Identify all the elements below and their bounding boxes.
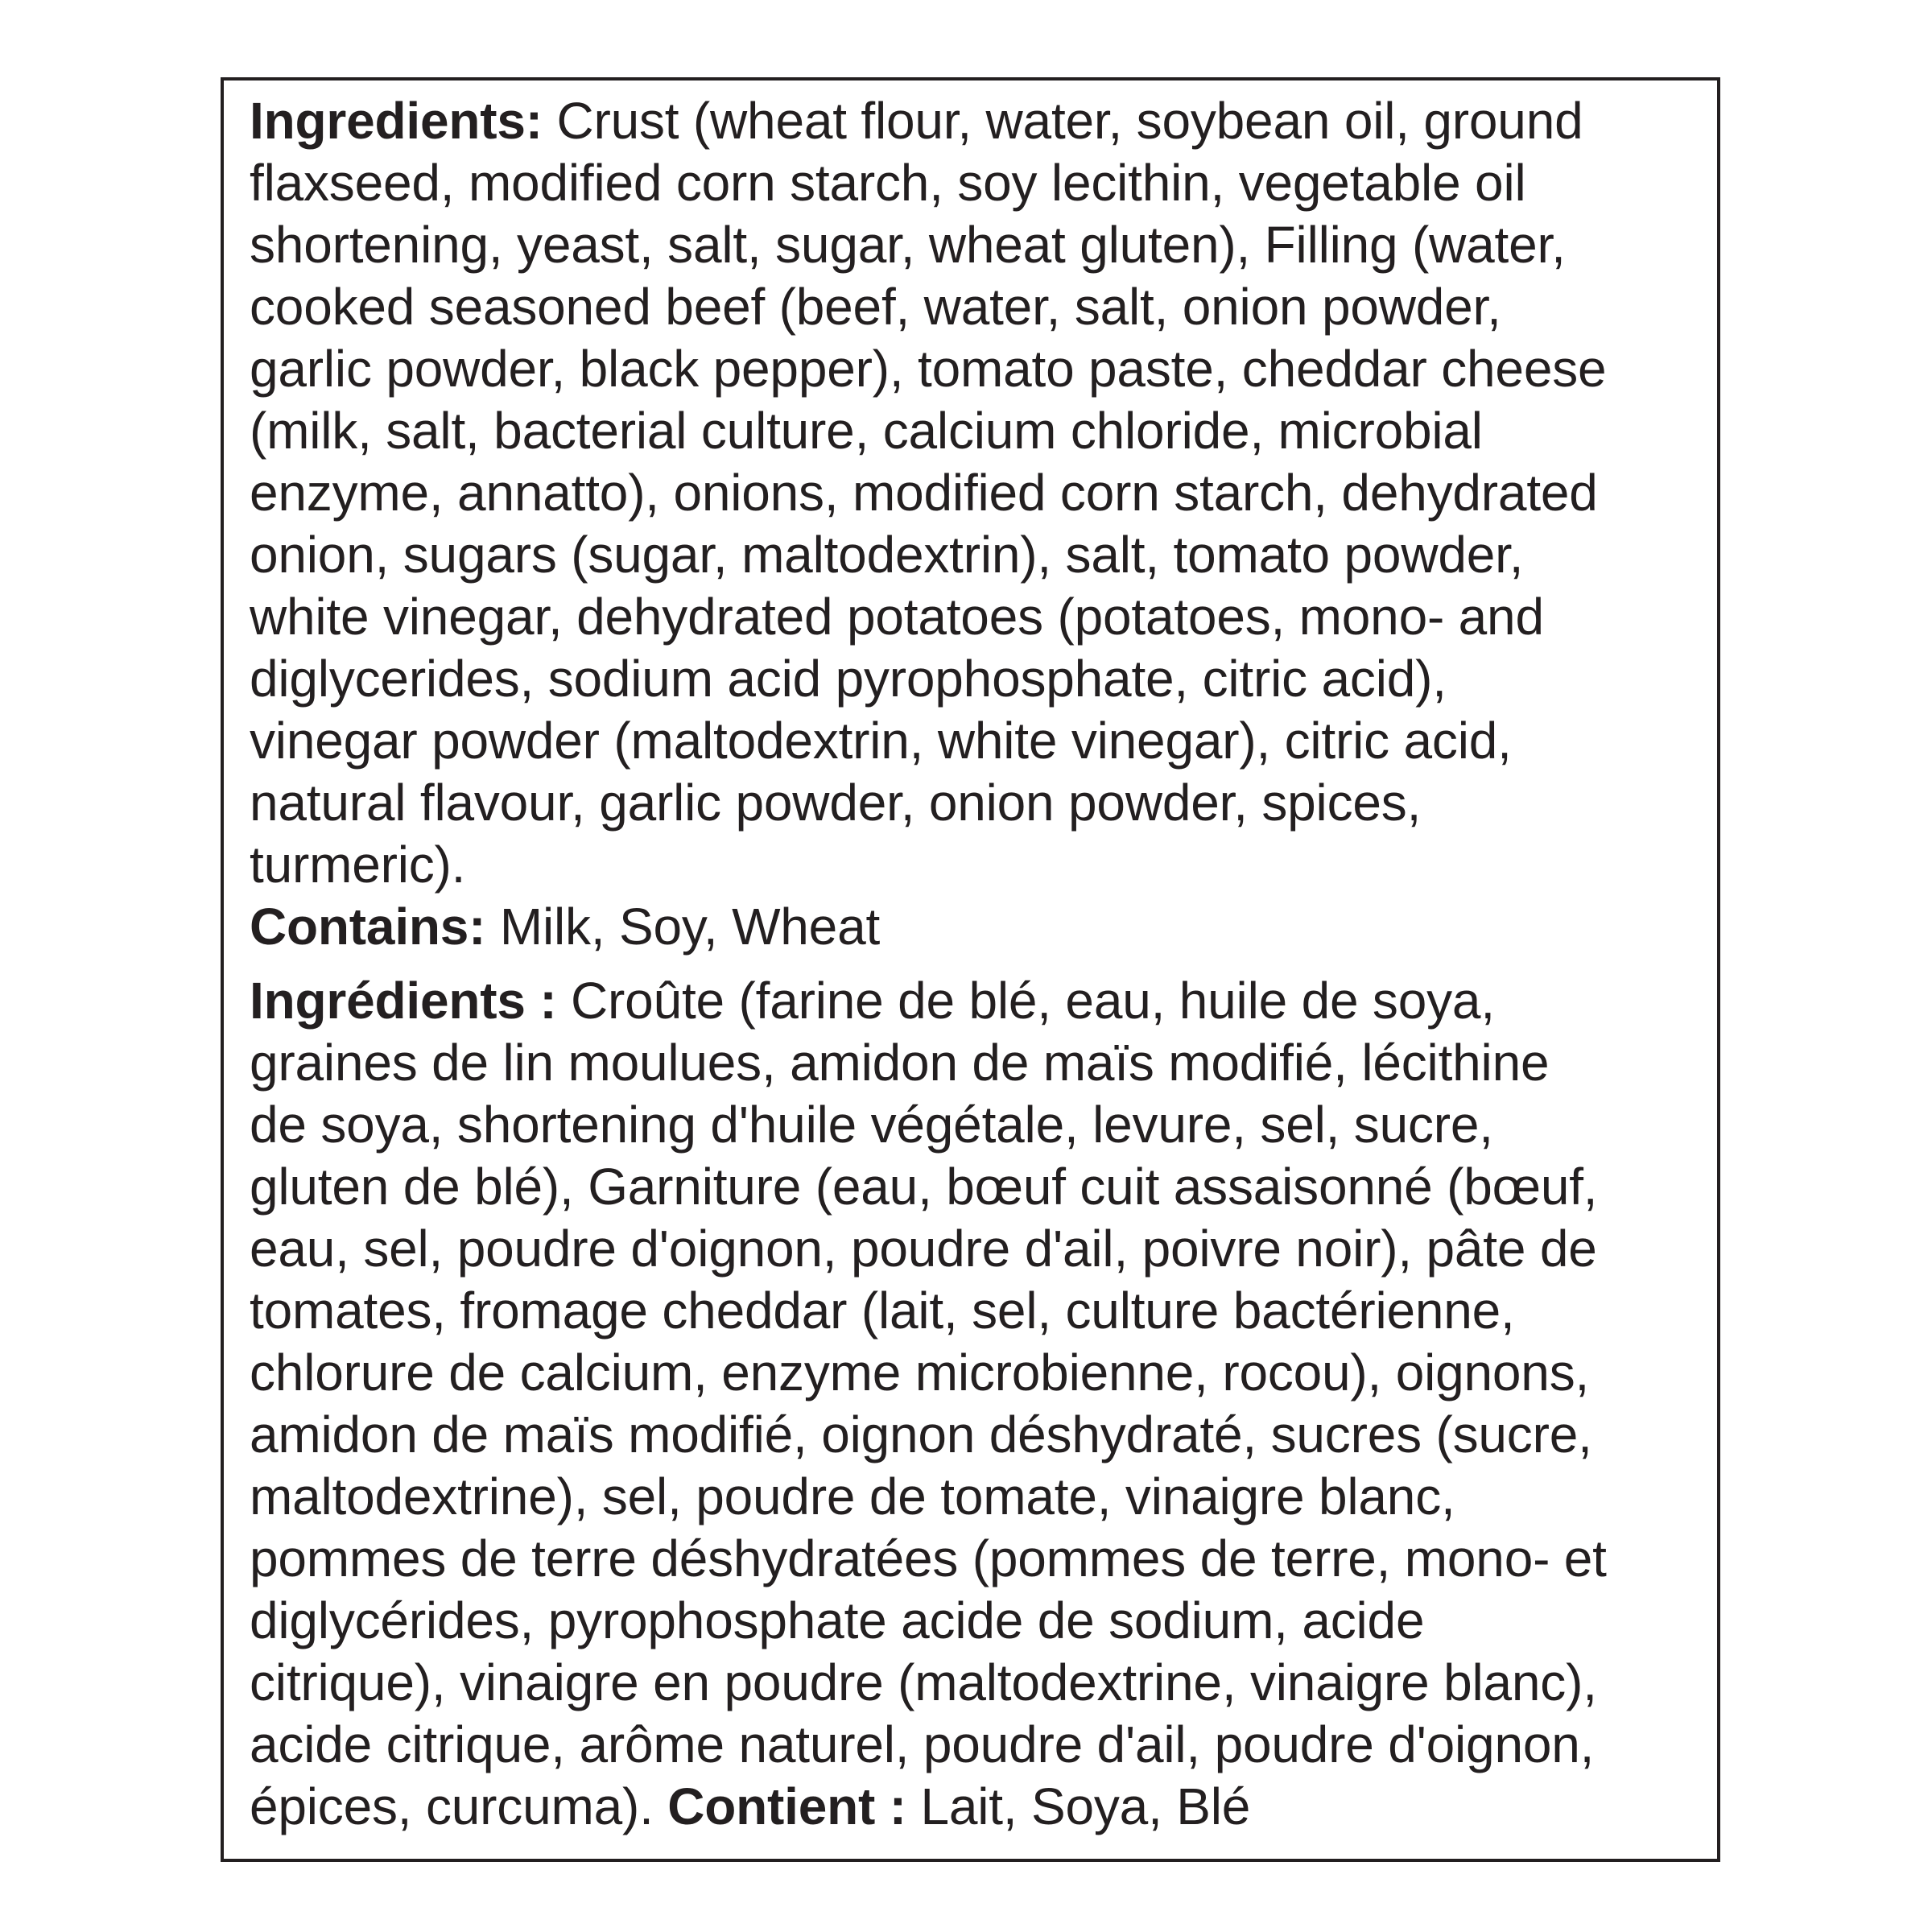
english-line-1	[250, 90, 1707, 152]
french-line-1	[250, 970, 1707, 1032]
french-ingredients-section	[250, 970, 1707, 1838]
french-ingredients-line: acide citrique, arôme naturel, poudre d'ail, poudre d'oignon,	[250, 1715, 1595, 1773]
french-contains-heading: Contient :	[667, 1777, 906, 1835]
english-ingredients-line: vinegar powder (maltodextrin, white vinegar), citric acid,	[250, 712, 1512, 770]
english-ingredients-line: (milk, salt, bacterial culture, calcium chloride, microbial	[250, 402, 1483, 460]
english-ingredients-line: shortening, yeast, salt, sugar, wheat gluten), Filling (water,	[250, 216, 1566, 274]
english-ingredients-section	[250, 90, 1707, 958]
english-ingredients-line: flaxseed, modified corn starch, soy lecithin, vegetable oil	[250, 154, 1526, 212]
ingredients-text-block	[250, 90, 1707, 1838]
english-ingredients-line: diglycerides, sodium acid pyrophosphate, citric acid),	[250, 650, 1447, 708]
english-ingredients-line: enzyme, annatto), onions, modified corn starch, dehydrated	[250, 464, 1598, 522]
french-contains-value: Lait, Soya, Blé	[906, 1777, 1251, 1835]
french-ingredients-line: chlorure de calcium, enzyme microbienne, rocou), oignons,	[250, 1344, 1590, 1402]
french-ingredients-line: graines de lin moulues, amidon de maïs modifié, lécithine	[250, 1034, 1550, 1092]
french-ingredients-line: citrique), vinaigre en poudre (maltodextrine, vinaigre blanc),	[250, 1653, 1597, 1711]
english-contains-heading: Contains:	[250, 898, 486, 956]
english-ingredients-line: natural flavour, garlic powder, onion powder, spices,	[250, 774, 1422, 832]
french-ingredients-line: maltodextrine), sel, poudre de tomate, vinaigre blanc,	[250, 1468, 1455, 1525]
english-ingredients-line: white vinegar, dehydrated potatoes (potatoes, mono- and	[250, 588, 1544, 646]
english-ingredients-line: garlic powder, black pepper), tomato paste, cheddar cheese	[250, 340, 1607, 398]
english-contains-value: Milk, Soy, Wheat	[485, 898, 881, 956]
english-contains-line	[250, 896, 1707, 958]
english-ingredients-line: cooked seasoned beef (beef, water, salt, onion powder,	[250, 278, 1501, 336]
english-ingredients-text: Crust (wheat flour, water, soybean oil, ground	[542, 92, 1583, 150]
french-last-line	[250, 1776, 1707, 1838]
english-ingredients-heading: Ingredients:	[250, 92, 543, 150]
ingredients-panel	[221, 77, 1720, 1862]
french-ingredients-line: eau, sel, poudre d'oignon, poudre d'ail, poivre noir), pâte de	[250, 1220, 1597, 1278]
french-ingredients-text: Croûte (farine de blé, eau, huile de soya,	[556, 972, 1495, 1030]
french-ingredients-line: gluten de blé), Garniture (eau, bœuf cuit assaisonné (bœuf,	[250, 1158, 1598, 1216]
french-ingredients-line: diglycérides, pyrophosphate acide de sodium, acide	[250, 1591, 1425, 1649]
french-ingredients-line: de soya, shortening d'huile végétale, levure, sel, sucre,	[250, 1096, 1493, 1154]
english-ingredients-line: turmeric).	[250, 836, 466, 894]
french-ingredients-line: pommes de terre déshydratées (pommes de terre, mono- et	[250, 1530, 1607, 1587]
french-ingredients-line: tomates, fromage cheddar (lait, sel, culture bactérienne,	[250, 1282, 1515, 1340]
french-ingredients-line: amidon de maïs modifié, oignon déshydraté, sucres (sucre,	[250, 1406, 1592, 1463]
french-ingredients-heading: Ingrédients :	[250, 972, 557, 1030]
french-ingredients-text-end: épices, curcuma).	[250, 1777, 668, 1835]
english-ingredients-line: onion, sugars (sugar, maltodextrin), salt, tomato powder,	[250, 526, 1524, 584]
